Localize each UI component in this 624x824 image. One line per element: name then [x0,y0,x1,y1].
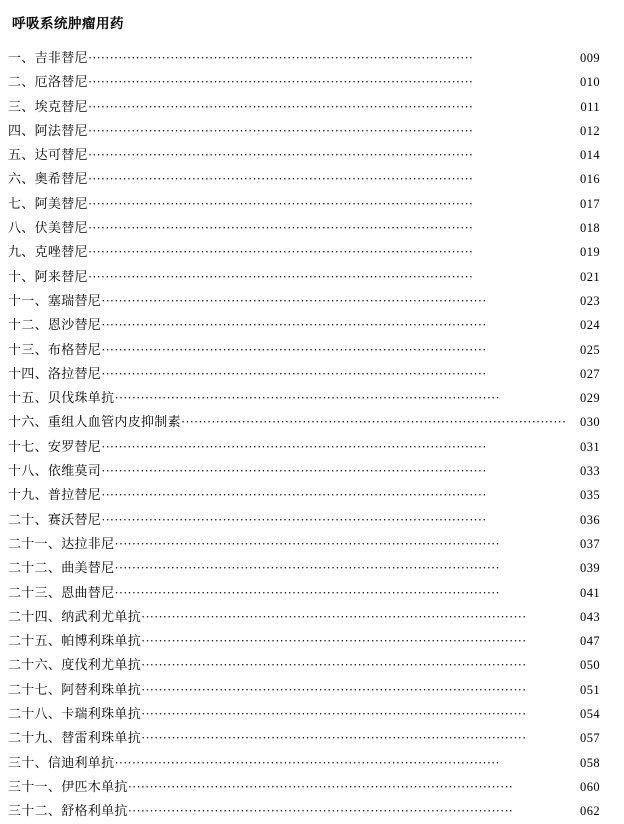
toc-entry-page-number: 037 [580,536,600,551]
toc-entry[interactable] [8,532,600,556]
toc-entry[interactable] [8,581,600,605]
toc-leader-dots: ························································································· [114,391,500,405]
toc-entry-label: 七、阿美替尼 [8,195,88,211]
toc-entry-page-number: 018 [580,221,600,236]
toc-entry-page-number: 054 [580,707,600,722]
toc-entry-page-number: 010 [580,75,600,90]
toc-leader-dots: ························································································· [101,464,487,478]
toc-entry[interactable] [8,362,600,386]
toc-entry[interactable] [8,410,600,434]
toc-entry-page-number: 039 [580,561,600,576]
toc-entry-page-number: 016 [580,172,600,187]
toc-entry-label: 六、奥希替尼 [8,171,88,187]
toc-entry-label: 二十五、帕博利珠单抗 [8,633,142,649]
toc-entry[interactable] [8,726,600,750]
toc-entry-page-number: 023 [580,293,600,308]
toc-entry[interactable] [8,459,600,483]
toc-leader-dots: ························································································· [180,415,567,429]
toc-entry-page-number: 058 [580,755,600,770]
toc-leader-dots: ························································································· [141,658,527,672]
toc-entry-page-number: 012 [580,123,600,138]
toc-leader-dots: ························································································· [87,123,474,137]
toc-leader-dots: ························································································· [101,488,487,502]
toc-entry-page-number: 062 [580,804,600,819]
toc-entry[interactable] [8,167,600,191]
toc-entry-page-number: 011 [580,99,600,114]
toc-entry[interactable] [8,751,600,775]
toc-entry-page-number: 024 [580,318,600,333]
toc-entry-page-number: 009 [580,51,600,65]
toc-entry-label: 十九、普拉替尼 [8,487,102,503]
toc-entry-label: 二十、赛沃替尼 [8,511,102,527]
toc-entry-page-number: 027 [580,366,600,381]
toc-entry[interactable] [8,678,600,702]
toc-entry-label: 二十四、纳武利尤单抗 [8,608,142,624]
toc-entry-label: 十五、贝伐珠单抗 [8,390,115,406]
toc-entry-label: 十二、恩沙替尼 [8,317,102,333]
toc-entry[interactable] [8,435,600,459]
toc-leader-dots: ························································································· [87,75,474,89]
toc-entry-page-number: 019 [580,245,600,260]
toc-entry-page-number: 021 [580,269,600,284]
toc-entry-label: 二十六、度伐利尤单抗 [8,657,142,673]
toc-leader-dots: ························································································· [101,293,487,307]
toc-entry[interactable] [8,508,600,532]
toc-leader-dots: ························································································· [87,196,474,210]
toc-leader-dots: ························································································· [141,634,527,648]
toc-leader-dots: ························································································· [87,221,474,235]
toc-leader-dots: ························································································· [127,779,513,793]
toc-entry-page-number: 050 [580,658,600,673]
toc-entry-page-number: 017 [580,196,600,211]
toc-entry-label: 十八、依维莫司 [8,463,102,479]
toc-entry[interactable] [8,143,600,167]
toc-entry-page-number: 030 [580,415,600,430]
toc-leader-dots: ························································································· [87,172,474,186]
toc-entry[interactable] [8,192,600,216]
toc-entry-page-number: 025 [580,342,600,357]
toc-leader-dots: ························································································· [87,269,474,283]
toc-entry-label: 十三、布格替尼 [8,341,102,357]
toc-leader-dots: ························································································· [114,755,500,769]
table-of-contents [8,46,600,824]
toc-entry-page-number: 035 [580,488,600,503]
toc-entry-label: 二十九、替雷利珠单抗 [8,730,142,746]
toc-entry[interactable] [8,70,600,94]
toc-entry-label: 二、厄洛替尼 [8,74,88,90]
toc-entry-page-number: 014 [580,148,600,163]
toc-entry-label: 十六、重组人血管内皮抑制素 [8,414,181,430]
toc-entry[interactable] [8,775,600,799]
toc-entry[interactable] [8,119,600,143]
toc-entry-page-number: 029 [580,391,600,406]
toc-entry-page-number: 060 [580,779,600,794]
toc-entry[interactable] [8,338,600,362]
toc-entry[interactable] [8,313,600,337]
toc-entry-label: 三十一、伊匹木单抗 [8,778,128,794]
toc-entry-page-number: 031 [580,439,600,454]
toc-entry-label: 五、达可替尼 [8,147,88,163]
toc-entry[interactable] [8,46,600,70]
toc-leader-dots: ························································································· [114,536,500,550]
toc-leader-dots: ························································································· [87,148,474,162]
toc-entry-label: 十、阿来替尼 [8,268,88,284]
toc-leader-dots: ························································································· [87,245,474,259]
toc-entry[interactable] [8,605,600,629]
toc-entry-label: 一、吉非替尼 [8,50,88,65]
toc-entry-label: 九、克唑替尼 [8,244,88,260]
toc-leader-dots: ························································································· [101,439,487,453]
toc-entry[interactable] [8,702,600,726]
toc-leader-dots: ························································································· [114,585,500,599]
toc-entry-page-number: 041 [580,585,600,600]
toc-entry[interactable] [8,483,600,507]
toc-entry[interactable] [8,653,600,677]
toc-leader-dots: ························································································· [101,318,487,332]
toc-entry[interactable] [8,556,600,580]
toc-leader-dots: ························································································· [101,366,487,380]
toc-entry[interactable] [8,240,600,264]
toc-entry[interactable] [8,629,600,653]
toc-entry[interactable] [8,95,600,119]
toc-entry-label: 二十七、阿替利珠单抗 [8,681,142,697]
toc-entry-label: 八、伏美替尼 [8,220,88,236]
toc-entry-label: 二十二、曲美替尼 [8,560,115,576]
toc-leader-dots: ························································································· [141,707,527,721]
toc-entry-label: 十一、塞瑞替尼 [8,292,102,308]
toc-leader-dots: ························································································· [141,731,527,745]
toc-entry-label: 四、阿法替尼 [8,122,88,138]
toc-leader-dots: ························································································· [127,804,513,818]
toc-entry[interactable] [8,289,600,313]
toc-entry[interactable] [8,216,600,240]
page-title: 呼吸系统肿瘤用药 [12,16,124,32]
toc-entry-page-number: 036 [580,512,600,527]
toc-entry-page-number: 047 [580,634,600,649]
toc-entry-page-number: 033 [580,464,600,479]
toc-leader-dots: ························································································· [101,342,487,356]
toc-leader-dots: ························································································· [141,682,527,696]
toc-leader-dots: ························································································· [141,609,527,623]
toc-leader-dots: ························································································· [87,51,474,64]
toc-entry-label: 十七、安罗替尼 [8,438,102,454]
toc-entry-label: 十四、洛拉替尼 [8,365,102,381]
toc-entry-page-number: 051 [580,682,600,697]
toc-leader-dots: ························································································· [87,99,474,113]
toc-entry-label: 二十一、达拉非尼 [8,535,115,551]
toc-entry[interactable] [8,265,600,289]
toc-leader-dots: ························································································· [101,512,487,526]
toc-entry-page-number: 057 [580,731,600,746]
toc-entry-label: 三十二、舒格利单抗 [8,803,128,819]
toc-entry-label: 三十、信迪利单抗 [8,754,115,770]
toc-entry-page-number: 043 [580,609,600,624]
toc-entry-label: 二十八、卡瑞利珠单抗 [8,706,142,722]
toc-entry-label: 三、埃克替尼 [8,98,88,114]
toc-entry[interactable] [8,386,600,410]
toc-leader-dots: ························································································· [114,561,500,575]
toc-entry-label: 二十三、恩曲替尼 [8,584,115,600]
toc-entry[interactable] [8,799,600,823]
